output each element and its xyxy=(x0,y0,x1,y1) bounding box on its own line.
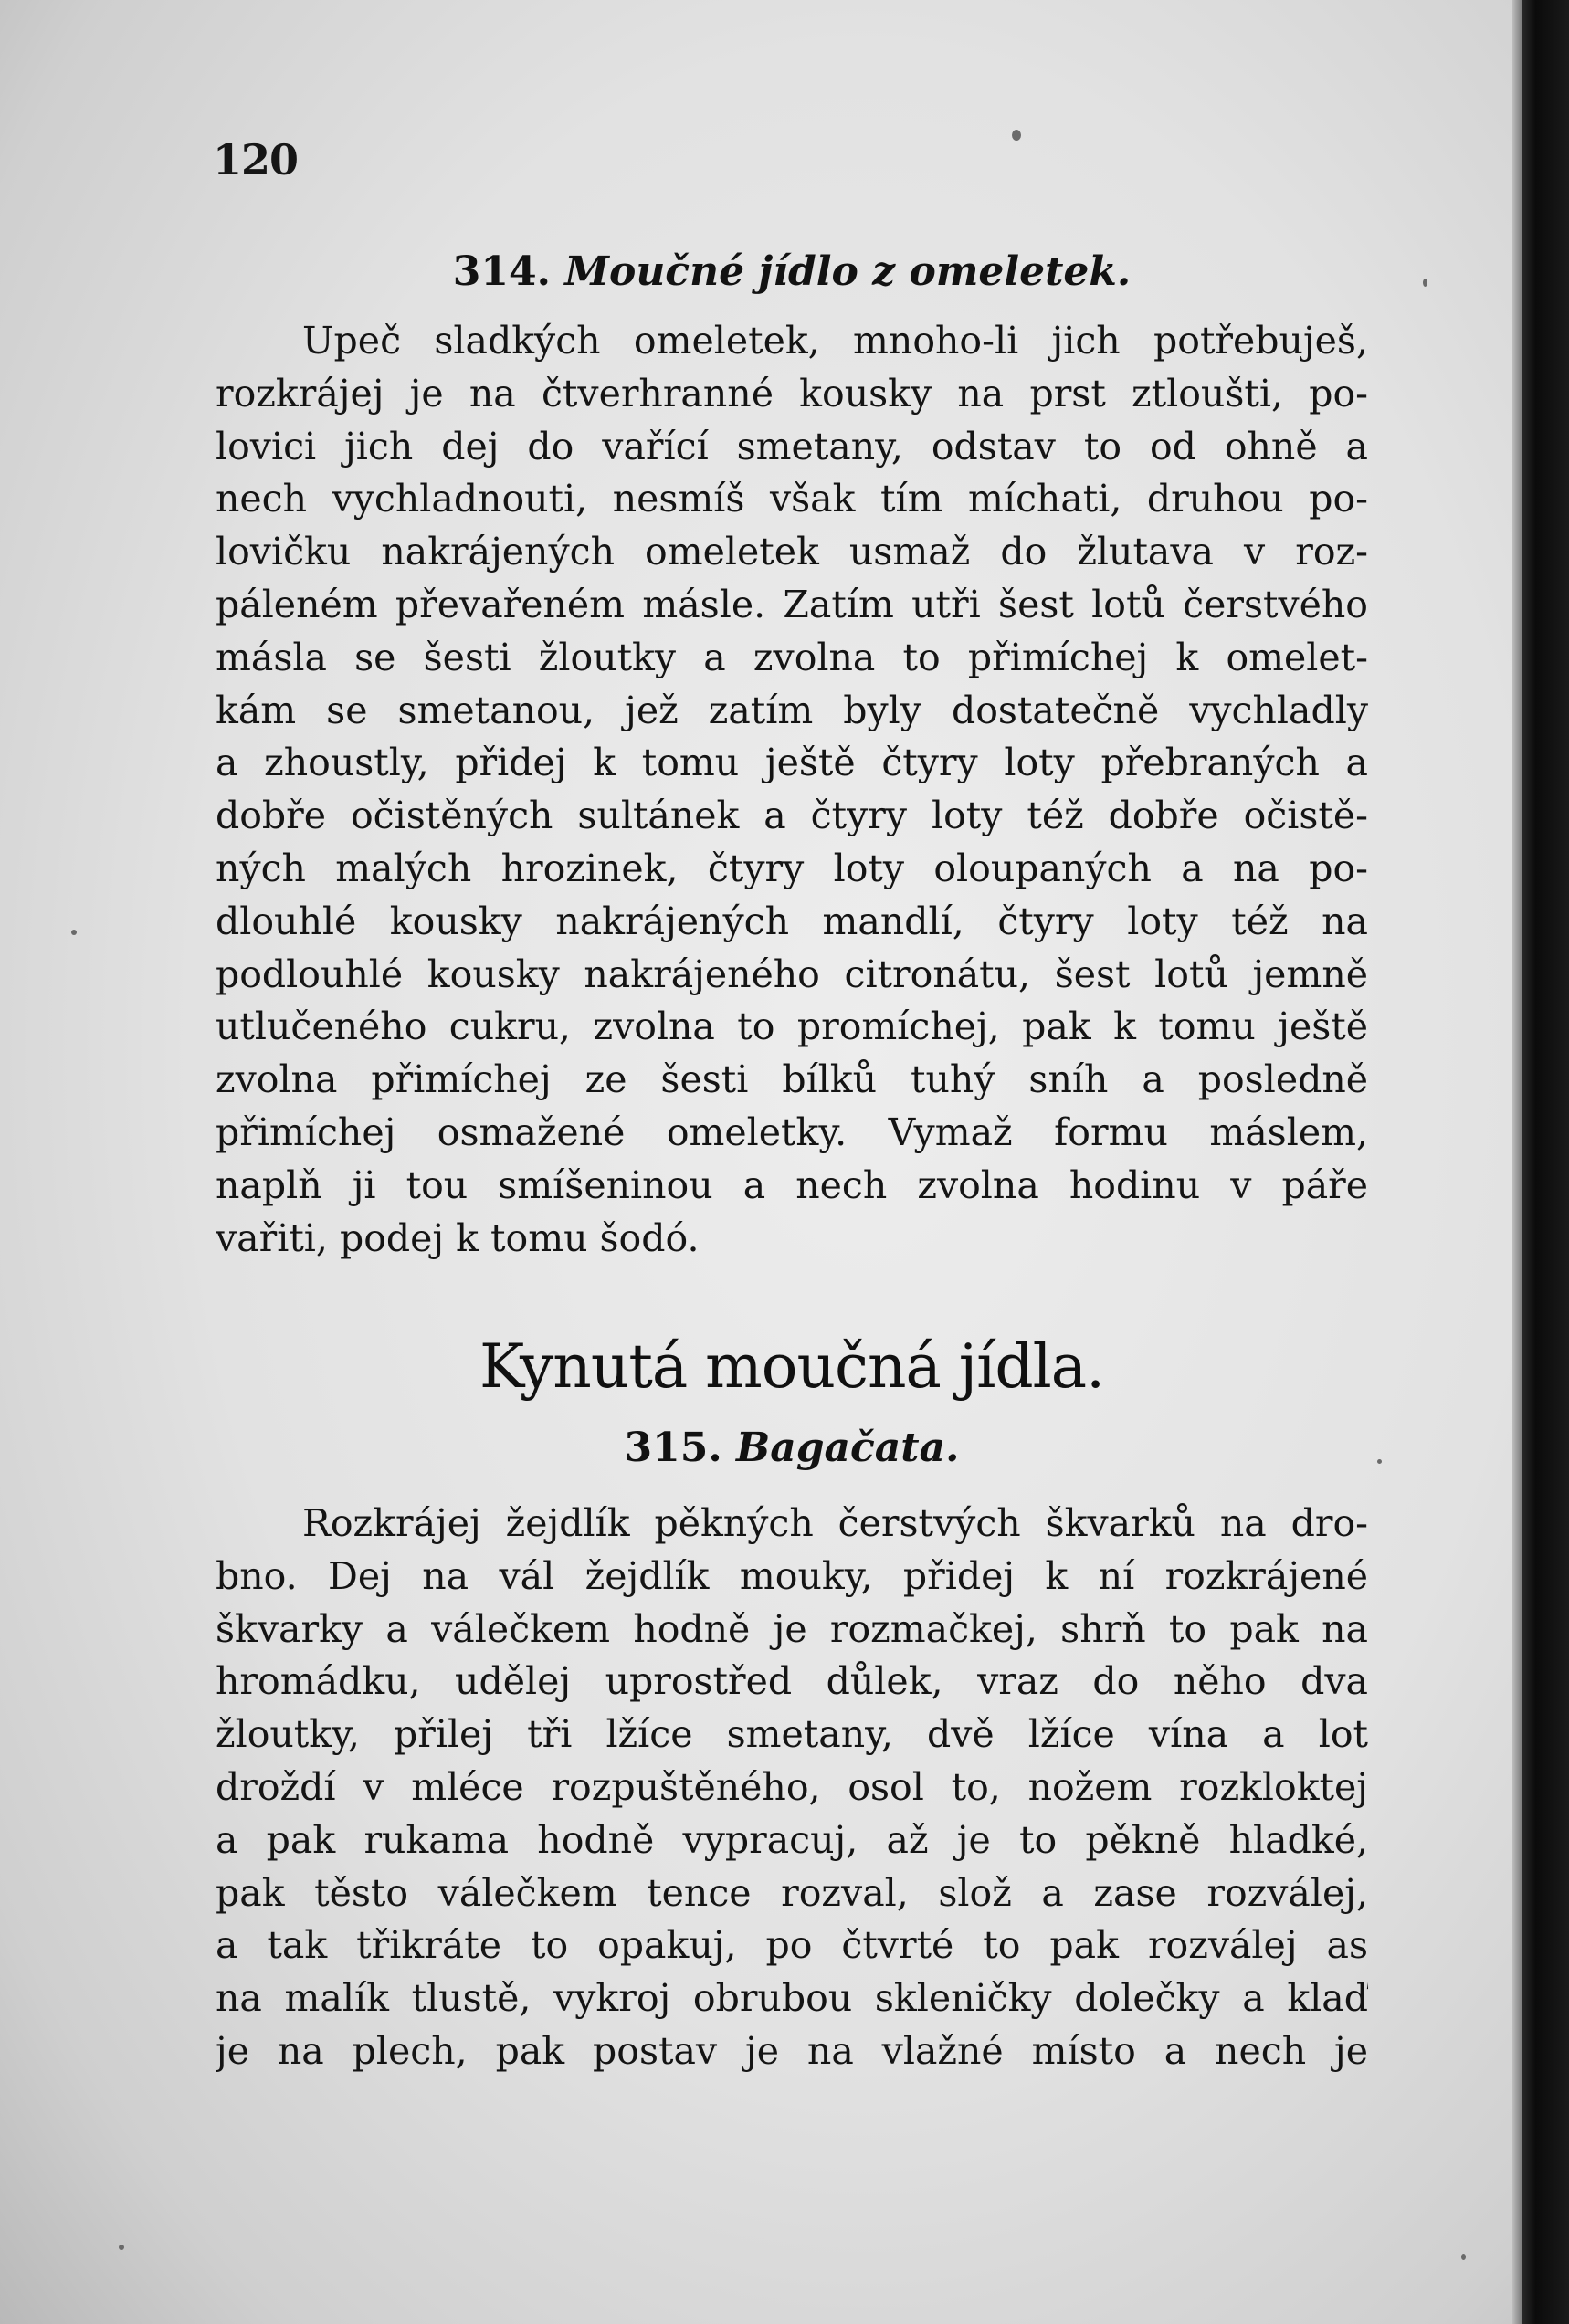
recipe-315-line: pak těsto válečkem tence rozval, slož a zase rozválej, xyxy=(216,1870,1368,1915)
paper-speck xyxy=(1012,130,1021,141)
recipe-314-line: Upeč sladkých omeletek, mnoho-li jich potřebuješ, xyxy=(302,319,1368,363)
recipe-314-line: ných malých hrozinek, čtyry loty oloupaných a na po- xyxy=(216,846,1368,890)
recipe-315-line: hromádku, udělej uprostřed důlek, vraz do něho dva xyxy=(216,1659,1368,1704)
section-heading: Kynutá moučná jídla. xyxy=(479,1331,1105,1402)
recipe-314-line: másla se šesti žloutky a zvolna to přimíchej k omelet- xyxy=(216,635,1368,679)
recipe-314-line: vařiti, podej k tomu šodó. xyxy=(216,1215,700,1260)
recipe-314-line: a zhoustly, přidej k tomu ještě čtyry loty přebraných a xyxy=(216,741,1368,785)
recipe-314-number: 314. xyxy=(452,248,551,295)
recipe-314-line: naplň ji tou smíšeninou a nech zvolna hodinu v páře xyxy=(216,1162,1368,1207)
recipe-315-name: Bagačata. xyxy=(736,1425,960,1471)
paper-speck xyxy=(119,2245,124,2250)
recipe-314-line: zvolna přimíchej ze šesti bílků tuhý sníh a posledně xyxy=(216,1057,1368,1102)
recipe-315-line: škvarky a válečkem hodně je rozmačkej, shrň to pak na xyxy=(216,1606,1368,1651)
recipe-315-line: droždí v mléce rozpuštěného, osol to, nožem rozkloktej xyxy=(216,1764,1368,1809)
recipe-315-line: a pak rukama hodně vypracuj, až je to pěkně hladké, xyxy=(216,1817,1368,1862)
recipe-314-line: dlouhlé kousky nakrájených mandlí, čtyry loty též na xyxy=(216,899,1368,943)
recipe-314-line: přimíchej osmažené omeletky. Vymaž formu máslem, xyxy=(216,1109,1368,1154)
recipe-314-line: dobře očistěných sultánek a čtyry loty též dobře očistě- xyxy=(216,794,1368,838)
recipe-314-name: Moučné jídlo z omeletek. xyxy=(564,248,1132,295)
recipe-315-line: Rozkrájej žejdlík pěkných čerstvých škvarků na dro- xyxy=(302,1501,1368,1545)
recipe-314-line: kám se smetanou, jež zatím byly dostatečně vychladly xyxy=(216,688,1368,732)
paper-speck xyxy=(1377,1459,1382,1464)
recipe-315-line: a tak třikráte to opakuj, po čtvrté to pak rozválej as xyxy=(216,1923,1368,1968)
recipe-315-title xyxy=(216,1425,1368,1471)
recipe-315-number: 315. xyxy=(624,1425,722,1471)
recipe-314-line: lovičku nakrájených omeletek usmaž do žlutava v roz- xyxy=(216,530,1368,574)
recipe-314-body xyxy=(216,315,1368,1265)
recipe-315-line: na malík tlustě, vykroj obrubou skleničky dolečky a klaď xyxy=(216,1976,1368,2021)
recipe-314-line: podlouhlé kousky nakrájeného citronátu, šest lotů jemně xyxy=(216,952,1368,996)
page-number: 120 xyxy=(213,135,299,184)
page-edge-shadow xyxy=(1512,0,1522,2324)
book-spine-edge xyxy=(1522,0,1569,2324)
recipe-314-line: nech vychladnouti, nesmíš však tím míchati, druhou po- xyxy=(216,477,1368,521)
recipe-314-title xyxy=(216,248,1368,295)
paper-speck xyxy=(1461,2254,1466,2260)
recipe-315-line: žloutky, přilej tři lžíce smetany, dvě lžíce vína a lot xyxy=(216,1712,1368,1757)
recipe-314-line: lovici jich dej do vařící smetany, odstav to od ohně a xyxy=(216,424,1368,468)
paper-speck xyxy=(71,930,77,935)
recipe-315-body xyxy=(216,1498,1368,2078)
recipe-314-line: utlučeného cukru, zvolna to promíchej, pak k tomu ještě xyxy=(216,1004,1368,1049)
paper-speck xyxy=(1423,279,1427,287)
recipe-315-line: je na plech, pak postav je na vlažné místo a nech je xyxy=(216,2028,1368,2073)
recipe-315-line: bno. Dej na vál žejdlík mouky, přidej k ní rozkrájené xyxy=(216,1553,1368,1598)
recipe-314-line: páleném převařeném másle. Zatím utři šest lotů čerstvého xyxy=(216,582,1368,626)
recipe-314-line: rozkrájej je na čtverhranné kousky na prst ztloušti, po- xyxy=(216,371,1368,415)
